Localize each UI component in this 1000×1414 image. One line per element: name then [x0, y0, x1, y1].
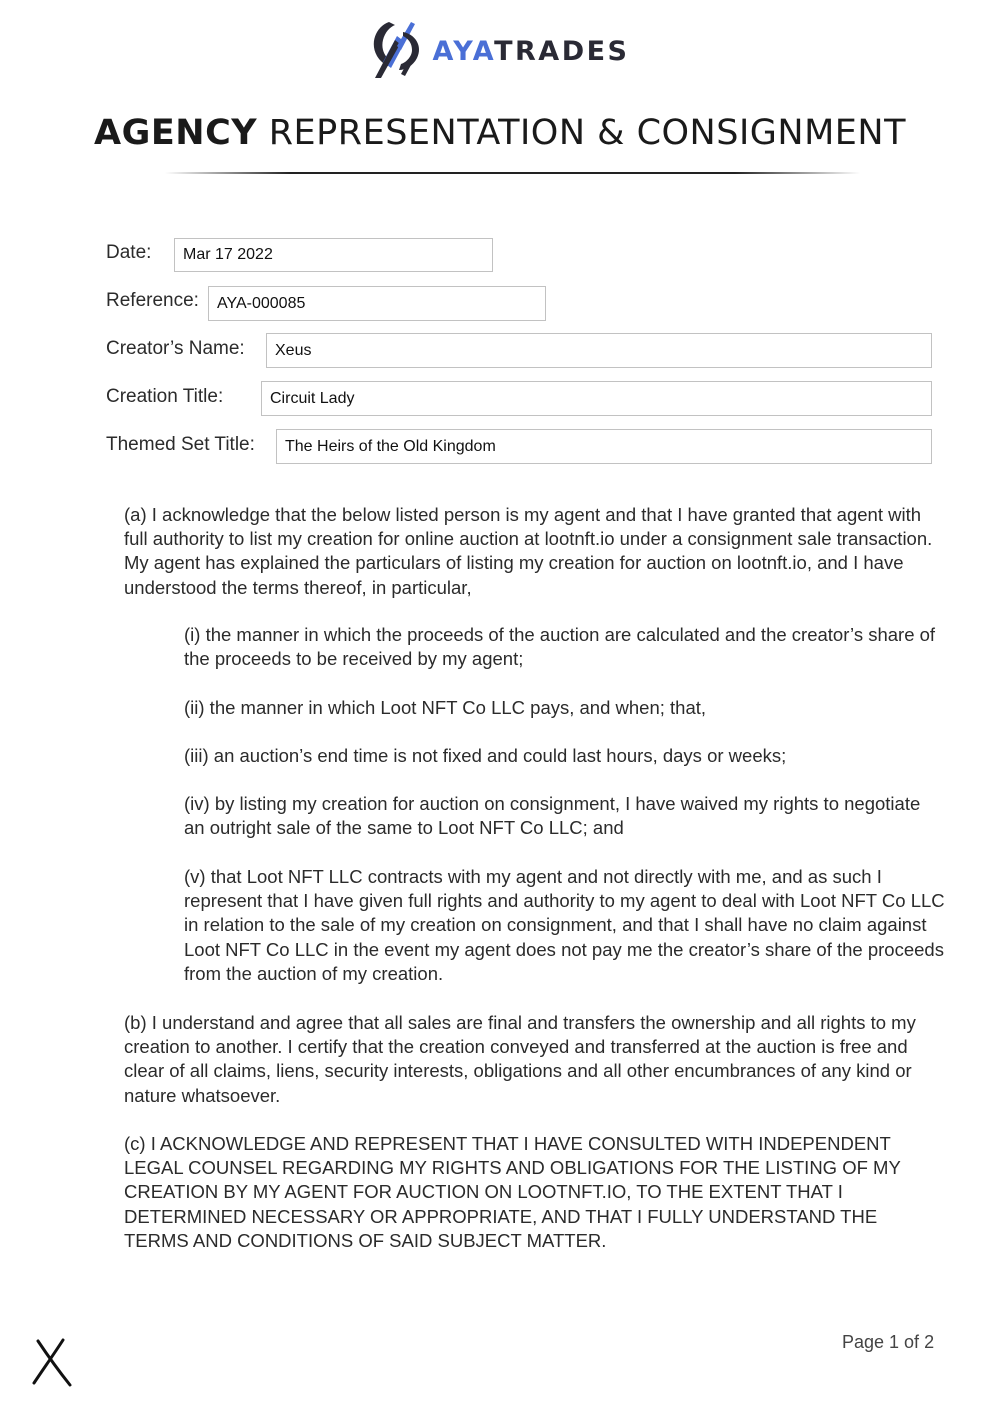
signature-mark — [30, 1338, 78, 1393]
date-label: Date: — [106, 242, 152, 263]
clause-a-item-ii-text: (ii) the manner in which Loot NFT Co LLC pays, and when; that, — [184, 697, 707, 718]
clause-a-item-v-text: (v) that Loot NFT LLC contracts with my agent and not directly with me, and as such I represent that I have given full rights and authority to my agent to deal with Loot NFT Co LLC in relation to the sale of my creation on consignment, and that I shall have no claim against Loot NFT Co LLC in the event my agent does not pay me the creator’s share of the proceeds from the auction of my creation. — [184, 866, 945, 984]
date-field[interactable]: Mar 17 2022 — [174, 238, 493, 272]
brand-name — [433, 36, 630, 67]
themed-set-title-field[interactable]: The Heirs of the Old Kingdom — [276, 429, 932, 464]
clause-a-text: (a) I acknowledge that the below listed person is my agent and that I have granted that agent with full authority to list my creation for online auction at lootnft.io under a consignment sale transaction. My agent has explained the particulars of listing my creation for auction on lootnft.io, and I have understood the terms thereof, in particular, — [124, 504, 933, 598]
clause-b-text: (b) I understand and agree that all sales are final and transfers the ownership and all rights to my creation to another. I certify that the creation conveyed and transferred at the auction is free and clear of all claims, liens, security interests, obligations and all other encumbrances of any kind or nature whatsoever. — [124, 1012, 916, 1106]
clause-a-item-iv — [184, 792, 929, 840]
reference-label: Reference: — [106, 290, 199, 311]
creation-title-label: Creation Title: — [106, 386, 224, 407]
handwritten-x-icon — [30, 1338, 78, 1388]
brand-name-prefix: AYA — [432, 35, 495, 67]
clause-a — [124, 503, 946, 600]
clause-a-item-iv-text: (iv) by listing my creation for auction on consignment, I have waived my rights to negotiate an outright sale of the same to Loot NFT Co LLC; and — [184, 793, 921, 839]
clause-a-item-ii — [184, 696, 944, 720]
clause-a-item-i-text: (i) the manner in which the proceeds of the auction are calculated and the creator’s share of the proceeds to be received by my agent; — [184, 624, 936, 670]
clause-a-item-v — [184, 865, 946, 986]
brand-logo — [0, 18, 1000, 80]
clause-c-text: (c) I ACKNOWLEDGE AND REPRESENT THAT I HAVE CONSULTED WITH INDEPENDENT LEGAL COUNSEL REGARDING MY RIGHTS AND OBLIGATIONS FOR THE LISTING OF MY CREATION BY MY AGENT FOR AUCTION ON LOOTNFT.IO, TO THE EXTENT THAT I DETERMINED NECESSARY OR APPROPRIATE, AND THAT I FULLY UNDERSTAND THE TERMS AND CONDITIONS OF SAID SUBJECT MATTER. — [124, 1133, 901, 1251]
brand-name-suffix: TRADES — [494, 35, 630, 67]
document-title — [0, 113, 1000, 153]
clause-a-item-iii-text: (iii) an auction’s end time is not fixed and could last hours, days or weeks; — [184, 745, 787, 766]
clause-c — [124, 1132, 924, 1253]
clause-b — [124, 1011, 942, 1108]
creator-name-field[interactable]: Xeus — [266, 333, 932, 368]
clause-a-item-iii — [184, 744, 944, 768]
document-title-rest: REPRESENTATION & CONSIGNMENT — [257, 113, 906, 153]
title-divider — [165, 172, 860, 174]
ayatrades-logo-icon — [371, 18, 423, 80]
page-number: Page 1 of 2 — [842, 1332, 935, 1352]
creation-title-field[interactable]: Circuit Lady — [261, 381, 932, 416]
reference-field[interactable]: AYA-000085 — [208, 286, 546, 321]
clause-a-item-i — [184, 623, 944, 671]
themed-set-title-label: Themed Set Title: — [106, 434, 255, 455]
creator-name-label: Creator’s Name: — [106, 338, 245, 359]
document-title-bold: AGENCY — [94, 113, 258, 153]
